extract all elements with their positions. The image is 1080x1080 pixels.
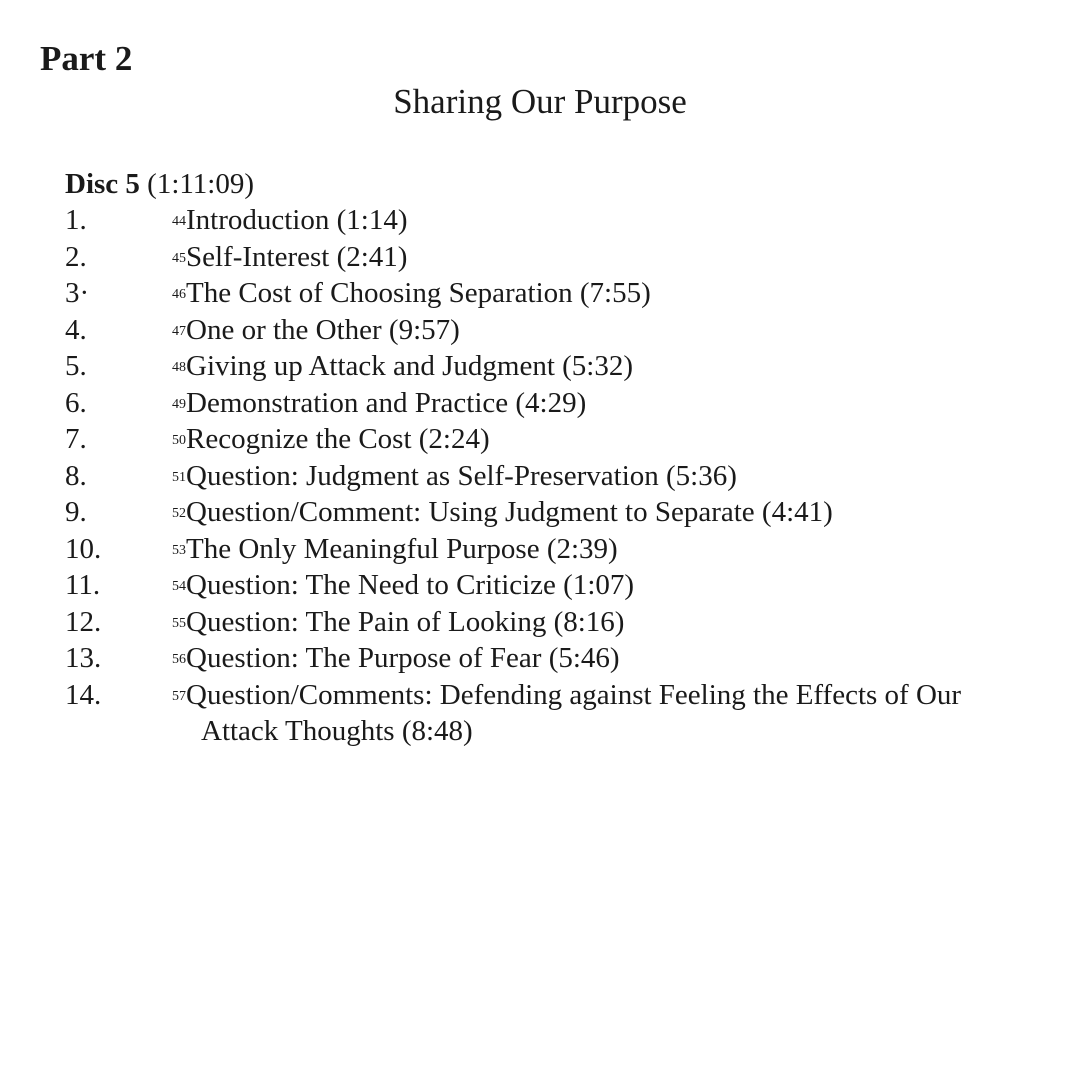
track-title: The Only Meaningful Purpose (2:39) <box>186 532 618 565</box>
track-title: Demonstration and Practice (4:29) <box>186 386 587 419</box>
track-ref: 57 <box>172 688 186 704</box>
track-item <box>65 494 1055 531</box>
track-number: 12. <box>65 605 102 638</box>
track-item <box>65 604 1055 641</box>
track-number: 11. <box>65 569 101 601</box>
track-title: Question: The Need to Criticize (1:07) <box>186 569 635 601</box>
track-item <box>65 677 1055 750</box>
track-title: Question/Comments: Defending against Feeling the Effects of Our <box>186 678 962 711</box>
track-item <box>65 202 1055 239</box>
disc-duration: (1:11:09) <box>147 168 255 200</box>
track-title: Question: Judgment as Self-Preservation (5:36) <box>186 459 737 492</box>
track-number: 5. <box>65 350 87 382</box>
track-ref: 51 <box>172 469 186 485</box>
track-ref: 50 <box>172 433 186 448</box>
track-item <box>65 531 1055 568</box>
track-title: Self-Interest (2:41) <box>186 240 408 273</box>
disc-label: Disc 5 <box>65 168 140 200</box>
track-list <box>65 202 1055 750</box>
track-number: 4. <box>65 313 87 346</box>
track-number: 9. <box>65 496 87 528</box>
track-number: 6. <box>65 386 87 419</box>
track-number: 2. <box>65 240 87 273</box>
part-heading: Part 2 <box>40 39 133 78</box>
track-title-continuation: Attack Thoughts (8:48) <box>201 715 473 747</box>
track-ref: 48 <box>172 360 186 375</box>
disc-header <box>65 166 254 202</box>
track-ref: 52 <box>172 506 186 521</box>
track-ref: 47 <box>172 323 186 339</box>
track-number: 7. <box>65 423 87 455</box>
track-title: Introduction (1:14) <box>186 204 408 236</box>
track-ref: 55 <box>172 615 186 631</box>
track-title: Question: The Pain of Looking (8:16) <box>186 605 625 638</box>
track-item <box>65 640 1055 677</box>
track-title: One or the Other (9:57) <box>186 313 460 346</box>
track-item <box>65 348 1055 385</box>
track-item <box>65 458 1055 495</box>
track-number: 13. <box>65 642 102 674</box>
track-item <box>65 567 1055 604</box>
track-ref: 53 <box>172 542 186 558</box>
track-number: 3· <box>65 277 90 309</box>
track-item <box>65 385 1055 422</box>
section-title: Sharing Our Purpose <box>393 82 687 121</box>
track-item <box>65 421 1055 458</box>
track-number: 1. <box>65 204 87 236</box>
track-ref: 54 <box>172 579 186 594</box>
track-title: The Cost of Choosing Separation (7:55) <box>186 277 651 309</box>
track-ref: 45 <box>172 250 186 266</box>
track-ref: 46 <box>172 287 186 302</box>
track-number: 10. <box>65 532 102 565</box>
track-ref: 49 <box>172 396 186 412</box>
track-ref: 44 <box>172 214 186 229</box>
track-title: Giving up Attack and Judgment (5:32) <box>186 350 634 382</box>
track-number: 14. <box>65 678 102 711</box>
track-item <box>65 239 1055 276</box>
track-item <box>65 275 1055 312</box>
track-title: Recognize the Cost (2:24) <box>186 423 490 455</box>
track-number: 8. <box>65 459 87 492</box>
track-title: Question: The Purpose of Fear (5:46) <box>186 642 620 674</box>
track-item <box>65 312 1055 349</box>
track-title: Question/Comment: Using Judgment to Separate (4:41) <box>186 496 833 528</box>
track-ref: 56 <box>172 652 186 667</box>
